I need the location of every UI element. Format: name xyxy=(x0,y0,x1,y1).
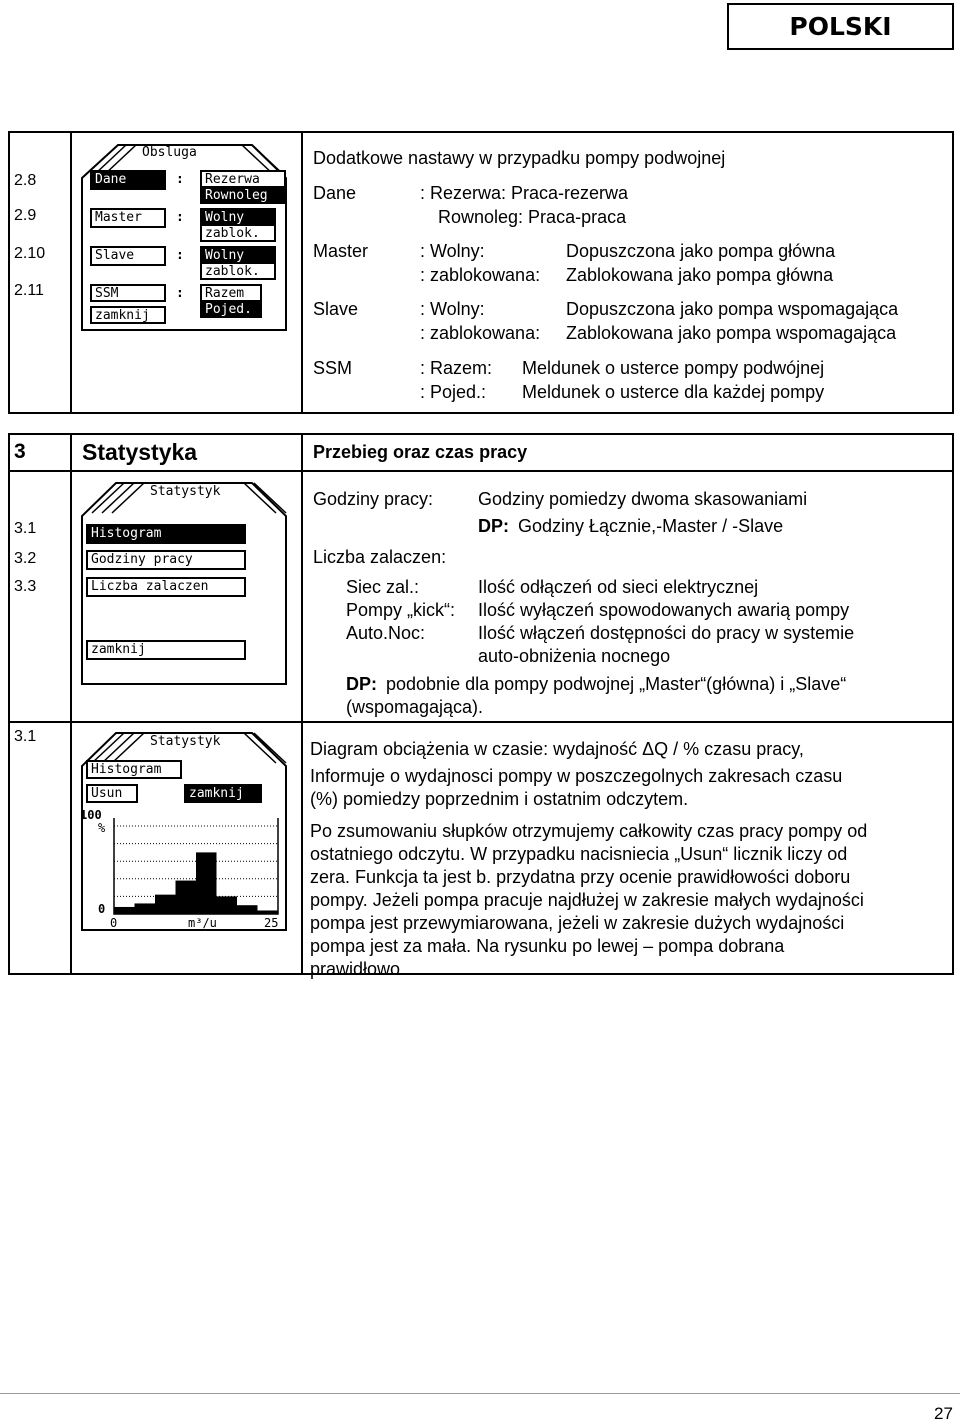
option-wolny[interactable]: Wolny xyxy=(200,208,276,226)
screen-title: Statystyk xyxy=(150,484,221,499)
row-label: Master xyxy=(313,241,369,261)
close-button[interactable]: zamknij xyxy=(86,640,246,660)
paragraph-line: Informuje o wydajnosci pompy w poszczegolnych zakresach czasu xyxy=(310,766,843,786)
histogram-bar xyxy=(176,881,197,914)
page-number: 27 xyxy=(934,1404,953,1423)
histogram-bar xyxy=(237,905,258,914)
row-key: : zablokowana: xyxy=(420,323,541,343)
dp-text: (wspomagająca). xyxy=(346,697,484,717)
x-max-label: 25 xyxy=(264,916,279,930)
footer-rule xyxy=(0,1393,960,1394)
histogram-bar xyxy=(217,896,238,914)
auto-label: Auto.Noc: xyxy=(346,623,426,643)
menu-dane[interactable]: Dane xyxy=(90,170,166,190)
row-text: Dopuszczona jako pompa wspomagająca xyxy=(566,299,899,319)
row-label: Slave xyxy=(313,299,359,319)
paragraph-line: ostatniego odczytu. W przypadku nacisniecia „Usun“ licznik liczy od xyxy=(310,844,848,864)
option-zablok[interactable]: zablok. xyxy=(200,262,276,280)
paragraph-line: Diagram obciążenia w czasie: wydajność ΔQ / % czasu pracy, xyxy=(310,739,804,759)
histogram-button[interactable]: Histogram xyxy=(86,760,182,779)
paragraph-line: zera. Funkcja ta jest b. przydatna przy ocenie prawidłowości doboru xyxy=(310,867,851,887)
row-key: : Pojed.: xyxy=(420,382,487,402)
godziny-label: Godziny pracy: xyxy=(313,489,434,509)
auto-text: Ilość włączeń dostępności do pracy w systemie xyxy=(478,623,855,643)
menu-slave[interactable]: Slave xyxy=(90,246,166,266)
menu-ssm[interactable]: SSM xyxy=(90,284,166,302)
siec-text: Ilość odłączeń od sieci elektrycznej xyxy=(478,577,759,597)
menu-master[interactable]: Master xyxy=(90,208,166,228)
section-heading: Dodatkowe nastawy w przypadku pompy podwojnej xyxy=(313,148,726,168)
screen-title: Statystyk xyxy=(150,734,221,749)
section-number: 3 xyxy=(14,440,26,463)
usun-button[interactable]: Usun xyxy=(86,784,138,803)
row-label: SSM xyxy=(313,358,353,378)
item-number: 2.10 xyxy=(14,245,46,262)
row-text: Dopuszczona jako pompa główna xyxy=(566,241,836,261)
liczba-label: Liczba zalaczen: xyxy=(313,547,447,567)
obsluga-screen: Obsluga Dane Master Slave SSM zamknij : : : : Rezerwa Rownoleg Wolny zablok. Wolny zablok. Razem Pojed. xyxy=(80,142,292,332)
item-number: 2.11 xyxy=(14,282,44,299)
paragraph-line: (%) pomiedzy poprzednim i ostatnim odczytem. xyxy=(310,789,689,809)
histogram-bar xyxy=(196,852,217,914)
dp-text: Godziny Łącznie,-Master / -Slave xyxy=(518,516,784,536)
option-razem[interactable]: Razem xyxy=(200,284,262,302)
paragraph-line: pompa jest przewymiarowana, jeżeli w zakresie dużych wydajności xyxy=(310,913,845,933)
y-unit-label: % xyxy=(98,821,106,835)
option-wolny[interactable]: Wolny xyxy=(200,246,276,264)
row-text: Meldunek o usterce dla każdej pompy xyxy=(522,382,825,402)
paragraph-line: pompa jest za mała. Na rysunku po lewej – pompa dobrana xyxy=(310,936,785,956)
row-label: Dane xyxy=(313,183,357,203)
section-title: Statystyka xyxy=(82,439,198,465)
dp-label: DP: xyxy=(346,674,377,694)
histogram-bar xyxy=(155,895,176,914)
item-number: 3.1 xyxy=(14,728,37,745)
siec-label: Siec zal.: xyxy=(346,577,420,597)
option-rownoleg[interactable]: Rownoleg xyxy=(200,186,286,204)
screen-title: Obsluga xyxy=(142,145,197,160)
menu-godziny-pracy[interactable]: Godziny pracy xyxy=(86,550,246,570)
auto-text: auto-obniżenia nocnego xyxy=(478,646,671,666)
item-number: 3.1 xyxy=(14,520,37,537)
option-zablok[interactable]: zablok. xyxy=(200,224,276,242)
histogram-bar xyxy=(135,903,156,914)
row-text: : Rezerwa: Praca-rezerwa xyxy=(420,183,629,203)
histogram-screen xyxy=(80,730,292,936)
statystyk-menu-screen xyxy=(80,480,292,686)
item-number: 3.2 xyxy=(14,550,37,567)
row-key: : Wolny: xyxy=(420,299,485,319)
paragraph-line: pompy. Jeżeli pompa pracuje najdłużej w zakresie małych wydajności xyxy=(310,890,864,910)
kick-text: Ilość wyłączeń spowodowanych awarią pompy xyxy=(478,600,850,620)
histogram-bar xyxy=(258,910,279,914)
histogram-chart xyxy=(80,730,292,936)
option-pojed[interactable]: Pojed. xyxy=(200,300,262,318)
option-rezerwa[interactable]: Rezerwa xyxy=(200,170,286,188)
close-button[interactable]: zamknij xyxy=(90,306,166,324)
x-unit-label: m³/u xyxy=(188,916,217,930)
item-number: 2.8 xyxy=(14,172,37,189)
item-number: 3.3 xyxy=(14,578,37,595)
y-min-label: 0 xyxy=(98,902,106,916)
item-number: 2.9 xyxy=(14,207,37,224)
kick-label: Pompy „kick“: xyxy=(346,600,456,620)
x-min-label: 0 xyxy=(110,916,118,930)
row-key: : zablokowana: xyxy=(420,265,541,285)
row-text: Zablokowana jako pompa wspomagająca xyxy=(566,323,897,343)
row-key: : Wolny: xyxy=(420,241,485,261)
dp-text: podobnie dla pompy podwojnej „Master“(główna) i „Slave“ xyxy=(386,674,847,694)
close-button[interactable]: zamknij xyxy=(184,784,262,803)
row-text: Meldunek o usterce pompy podwójnej xyxy=(522,358,825,378)
paragraph-line: Po zsumowaniu słupków otrzymujemy całkowity czas pracy pompy od xyxy=(310,821,868,841)
dp-label: DP: xyxy=(478,516,509,536)
row-text: Rownoleg: Praca-praca xyxy=(438,207,627,227)
menu-liczba-zalaczen[interactable]: Liczba zalaczen xyxy=(86,577,246,597)
godziny-text: Godziny pomiedzy dwoma skasowaniami xyxy=(478,489,808,509)
language-label: POLSKI xyxy=(727,3,954,50)
row-key: : Razem: xyxy=(420,358,493,378)
section-subtitle: Przebieg oraz czas pracy xyxy=(313,442,528,462)
paragraph-line: prawidłowo. xyxy=(310,959,406,979)
histogram-bar xyxy=(114,907,135,914)
menu-histogram[interactable]: Histogram xyxy=(86,524,246,544)
row-text: Zablokowana jako pompa główna xyxy=(566,265,834,285)
y-max-label: 100 xyxy=(80,808,102,822)
